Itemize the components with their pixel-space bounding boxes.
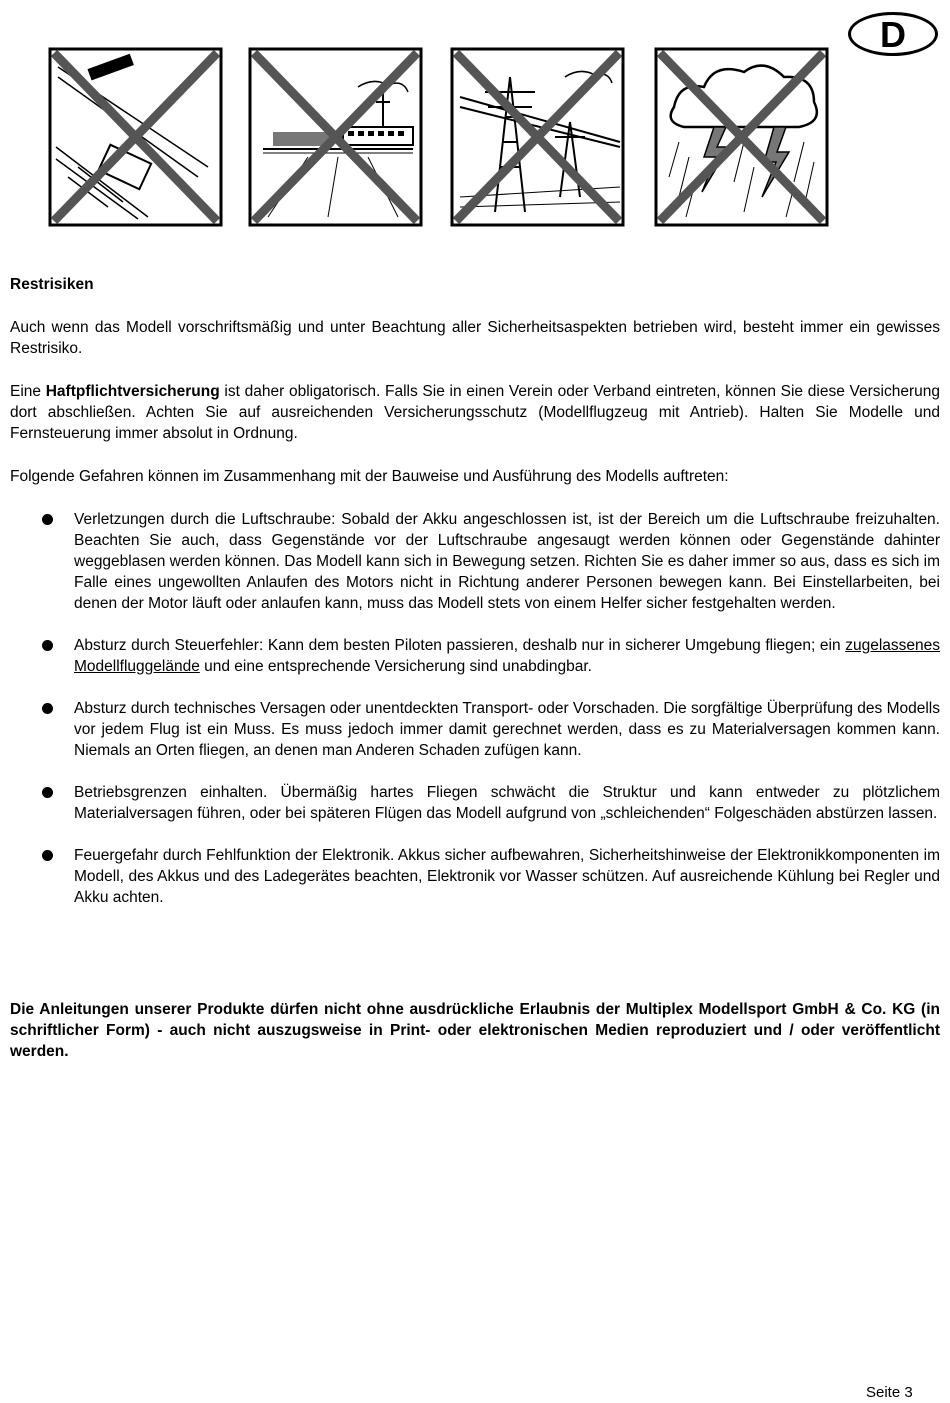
no-driving-road-icon: [48, 47, 223, 227]
bullet-icon: [42, 703, 53, 714]
no-railway-icon: [248, 47, 423, 227]
list-item-text: Feuergefahr durch Fehlfunktion der Elektronik. Akkus sicher aufbewahren, Sicherheitshinweise der Elektronikkomponenten im Modell, des Akkus und des Ladegerätes beachten, Elektronik vor Wasser schützen. Auf ausreichende Kühlung bei Regler und Akku achten.: [74, 847, 940, 906]
list-item: [10, 845, 940, 908]
copyright-notice: Die Anleitungen unserer Produkte dürfen nicht ohne ausdrückliche Erlaubnis der Multiplex Modellsport GmbH & Co. KG (in schriftlicher Form) - auch nicht auszugsweise in Print- oder elektronischen Medien reproduziert und / oder veröffentlicht werden.: [10, 1001, 940, 1060]
hazard-list: [10, 509, 940, 929]
bullet-icon: [42, 640, 53, 651]
paragraph-hazards-intro: Folgende Gefahren können im Zusammenhang mit der Bauweise und Ausführung des Modells auftreten:: [10, 468, 729, 485]
list-item-text: [74, 635, 940, 677]
list-item-text: Absturz durch technisches Versagen oder unentdeckten Transport- oder Vorschaden. Die sorgfältige Überprüfung des Modells vor jedem Flug ist ein Muss. Es muss jedoch immer damit gerechnet werden, dass es zu Materialversagen kommen kann. Niemals an Orten fliegen, an denen man Anderen Schaden zufügen kann.: [74, 700, 940, 759]
list-item: [10, 509, 940, 614]
insurance-term: Haftpflichtversicherung: [45, 383, 220, 400]
bullet-icon: [42, 787, 53, 798]
list-item-text-start: Absturz durch Steuerfehler: Kann dem besten Piloten passieren, deshalb nur in sicherer Umgebung fliegen; ein: [74, 637, 846, 654]
list-item-text-end: und eine entsprechende Versicherung sind unabdingbar.: [199, 658, 592, 675]
list-item: [10, 782, 940, 824]
language-badge: D: [848, 12, 938, 56]
page-number: Seite 3: [866, 1384, 913, 1401]
paragraph-residual-risk: Auch wenn das Modell vorschriftsmäßig und unter Beachtung aller Sicherheitsaspekten betrieben wird, besteht immer ein gewisses Restrisiko.: [10, 319, 940, 357]
bullet-icon: [42, 850, 53, 861]
paragraph-insurance: [10, 381, 940, 444]
list-item-text: Verletzungen durch die Luftschraube: Sobald der Akku angeschlossen ist, ist der Bereich um die Luftschraube freizuhalten. Beachten Sie auch, dass Gegenstände vor der Luftschraube angesaugt werden können oder Gegenstände dahinter weggeblasen werden können. Das Modell kann sich in Bewegung setzen. Richten Sie es daher immer so aus, dass es sich im Falle eines ungewollten Anlaufen des Motors nicht in Richtung anderer Personen bewegen kann. Bei Einstellarbeiten, bei denen der Motor läuft oder anlaufen kann, muss das Modell stets von einem Helfer sicher festgehalten werden.: [74, 511, 940, 612]
no-power-lines-icon: [450, 47, 625, 227]
insurance-prefix: Eine: [10, 383, 46, 400]
list-item: [10, 698, 940, 761]
list-item-text: Betriebsgrenzen einhalten. Übermäßig hartes Fliegen schwächt die Struktur und kann entweder zu plötzlichem Materialversagen führen, oder bei späteren Flügen das Modell aufgrund von „schleichenden“ Folgeschäden abstürzen lassen.: [74, 784, 940, 822]
bullet-icon: [42, 514, 53, 525]
no-thunderstorm-icon: [654, 47, 829, 227]
approved-field-term: zugelassenes Modellfluggelände: [74, 637, 940, 675]
section-title: Restrisiken: [10, 276, 94, 293]
insurance-rest: ist daher obligatorisch. Falls Sie in einen Verein oder Verband eintreten, können Sie diese Versicherung dort abschließen. Achten Sie auf ausreichenden Versicherungsschutz (Modellflugzeug mit Antrieb). Halten Sie Modelle und Fernsteuerung immer absolut in Ordnung.: [10, 383, 940, 442]
list-item: [10, 635, 940, 677]
